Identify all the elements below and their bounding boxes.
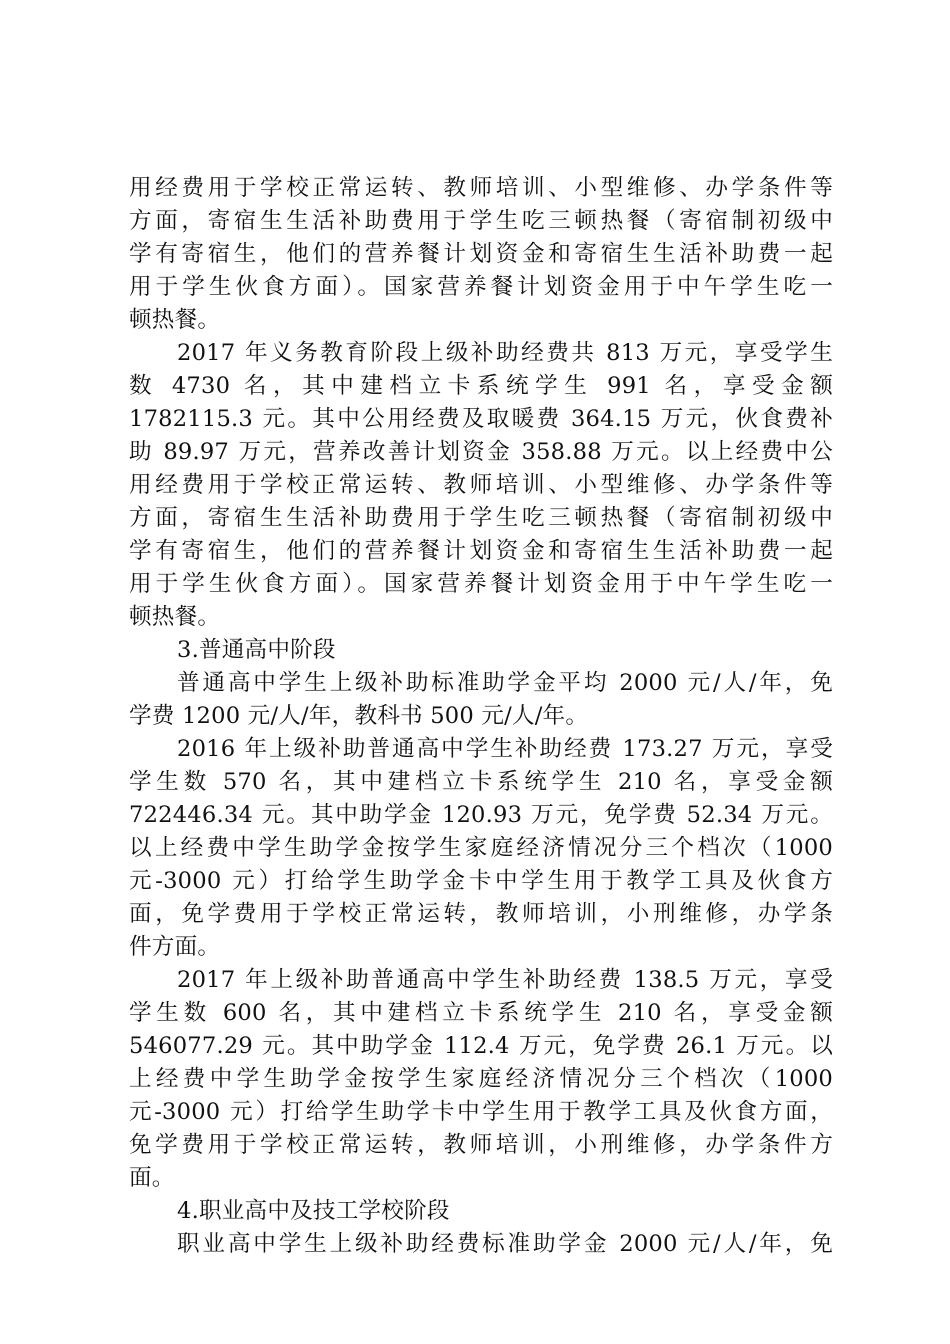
text-line: 顿热餐。 — [129, 604, 221, 630]
text-line: 用于学生伙食方面）。国家营养餐计划资金用于中午学生吃一 — [129, 571, 833, 597]
text-line: 学有寄宿生，他们的营养餐计划资金和寄宿生生活补助费一起 — [129, 538, 833, 564]
text-line: 元-3000 元）打给学生助学金卡中学生用于教学工具及伙食方 — [129, 868, 833, 894]
text-line: 方面，寄宿生生活补助费用于学生吃三顿热餐（寄宿制初级中 — [129, 505, 833, 531]
text-line: 免学费用于学校正常运转，教师培训，小刑维修，办学条件方 — [129, 1132, 833, 1158]
text-line: 方面，寄宿生生活补助费用于学生吃三顿热餐（寄宿制初级中 — [129, 208, 833, 234]
text-line: 助 89.97 万元，营养改善计划资金 358.88 万元。以上经费中公 — [129, 439, 833, 465]
text-line: 学生数 600 名，其中建档立卡系统学生 210 名，享受金额 — [129, 1000, 833, 1026]
text-line: 面。 — [129, 1165, 175, 1191]
text-line: 数 4730 名，其中建档立卡系统学生 991 名，享受金额 — [129, 373, 833, 399]
text-line: 元-3000 元）打给学生助学卡中学生用于教学工具及伙食方面， — [129, 1099, 833, 1125]
text-line: 用经费用于学校正常运转、教师培训、小型维修、办学条件等 — [129, 175, 833, 201]
section-heading: 3.普通高中阶段 — [177, 637, 336, 663]
text-line: 学有寄宿生，他们的营养餐计划资金和寄宿生生活补助费一起 — [129, 241, 833, 267]
text-line: 学生数 570 名，其中建档立卡系统学生 210 名，享受金额 — [129, 769, 833, 795]
paragraph-first-line: 职业高中学生上级补助经费标准助学金 2000 元/人/年，免 — [177, 1231, 833, 1257]
text-line: 用于学生伙食方面）。国家营养餐计划资金用于中午学生吃一 — [129, 274, 833, 300]
text-line: 学费 1200 元/人/年，教科书 500 元/人/年。 — [129, 703, 589, 729]
text-line: 用经费用于学校正常运转、教师培训、小型维修、办学条件等 — [129, 472, 833, 498]
text-line: 以上经费中学生助学金按学生家庭经济情况分三个档次（1000 — [129, 835, 833, 861]
text-line: 面，免学费用于学校正常运转，教师培训，小刑维修，办学条 — [129, 901, 833, 927]
text-line: 顿热餐。 — [129, 307, 221, 333]
text-line: 上经费中学生助学金按学生家庭经济情况分三个档次（1000 — [129, 1066, 833, 1092]
text-line: 件方面。 — [129, 934, 221, 960]
paragraph-first-line: 普通高中学生上级补助标准助学金平均 2000 元/人/年，免 — [177, 670, 833, 696]
text-line: 722446.34 元。其中助学金 120.93 万元，免学费 52.34 万元。 — [129, 802, 833, 828]
paragraph-first-line: 2016 年上级补助普通高中学生补助经费 173.27 万元，享受 — [177, 736, 833, 762]
paragraph-first-line: 2017 年上级补助普通高中学生补助经费 138.5 万元，享受 — [177, 967, 833, 993]
text-line: 1782115.3 元。其中公用经费及取暖费 364.15 万元，伙食费补 — [129, 406, 833, 432]
document-body — [129, 172, 833, 1261]
text-line: 546077.29 元。其中助学金 112.4 万元，免学费 26.1 万元。以 — [129, 1033, 833, 1059]
paragraph-first-line: 2017 年义务教育阶段上级补助经费共 813 万元，享受学生 — [177, 340, 833, 366]
section-heading: 4.职业高中及技工学校阶段 — [177, 1198, 450, 1224]
